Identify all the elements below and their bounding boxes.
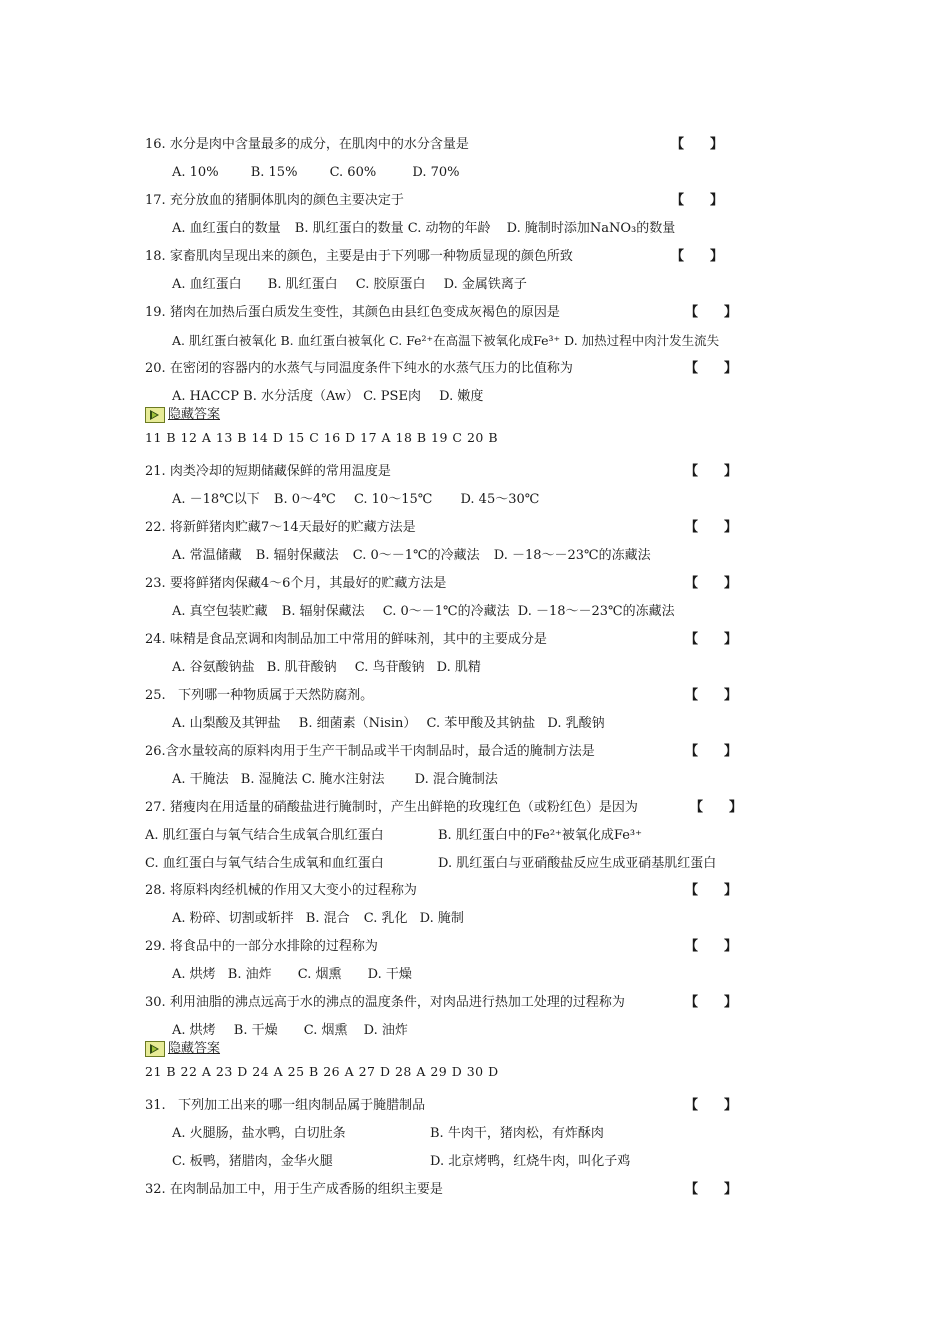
option-b: B. 肌红蛋白中的Fe²⁺被氧化成Fe³⁺ <box>438 828 642 843</box>
question-text: 下列加工出来的哪一组肉制品属于腌腊制品 <box>173 1098 426 1113</box>
option-c: C. 腌水注射法 <box>301 772 385 787</box>
options-22 <box>0 545 950 567</box>
options-18 <box>0 274 950 296</box>
question-text: 将食品中的一部分水排除的过程称为 <box>169 939 378 954</box>
option-a: A. 肌红蛋白被氧化 <box>172 333 277 348</box>
question-number: 16. <box>145 137 166 152</box>
option-b: B. 肌红蛋白的数量 <box>294 221 404 236</box>
option-b: B. 混合 <box>305 911 350 926</box>
question-28 <box>0 880 950 902</box>
answer-bracket: 【 】 <box>685 361 738 376</box>
answer-bracket: 【 】 <box>685 1098 738 1113</box>
answer-bracket: 【 】 <box>685 520 738 535</box>
option-d: D. 嫩度 <box>439 389 484 404</box>
question-31 <box>0 1095 950 1117</box>
option-a: A. 10% <box>172 165 219 180</box>
option-a: A. 烘烤 <box>172 967 216 982</box>
hide-answer-toggle[interactable] <box>145 406 220 424</box>
option-d: D. 混合腌制法 <box>414 772 498 787</box>
options-31-ab <box>0 1123 950 1145</box>
question-text: 将新鲜猪肉贮藏7～14天最好的贮藏方法是 <box>169 520 416 535</box>
question-number: 20. <box>145 361 166 376</box>
answer-bracket: 【 】 <box>685 576 738 591</box>
question-17 <box>0 190 950 212</box>
option-c: C. Fe²⁺在高温下被氧化成Fe³⁺ <box>389 333 561 348</box>
answer-bracket: 【 】 <box>690 800 743 815</box>
option-d: D. 70% <box>412 165 460 180</box>
answer-key-text: 21 B 22 A 23 D 24 A 25 B 26 A 27 D 28 A 29 D 30 D <box>145 1064 499 1079</box>
answer-bracket: 【 】 <box>685 688 738 703</box>
option-c: C. 0～－1℃的冷藏法 <box>382 604 510 619</box>
option-d: D. －18～－23℃的冻藏法 <box>493 548 651 563</box>
answer-bracket: 【 】 <box>685 883 738 898</box>
question-number: 22. <box>145 520 166 535</box>
question-21 <box>0 461 950 483</box>
option-c: C. 烟熏 <box>297 967 342 982</box>
option-d: D. 干燥 <box>367 967 412 982</box>
option-c: C. 烟熏 <box>303 1023 348 1038</box>
option-a: A. 常温储藏 <box>172 548 242 563</box>
options-17 <box>0 218 950 240</box>
option-a: A. 谷氨酸钠盐 <box>172 660 255 675</box>
question-text: 将原料肉经机械的作用又大变小的过程称为 <box>169 883 417 898</box>
option-a: A. 真空包装贮藏 <box>172 604 268 619</box>
option-a: A. 肌红蛋白与氧气结合生成氧合肌红蛋白 <box>145 828 384 843</box>
option-a: A. 火腿肠，盐水鸭，白切肚条 <box>172 1126 346 1141</box>
option-c: C. 60% <box>329 165 377 180</box>
option-b: B. 肌苷酸钠 <box>266 660 337 675</box>
options-26 <box>0 769 950 791</box>
question-number: 32. <box>145 1182 166 1197</box>
answer-bracket: 【 】 <box>671 193 724 208</box>
option-c: C. 乳化 <box>363 911 408 926</box>
hide-answer-link[interactable]: 隐藏答案 <box>168 407 221 422</box>
toggle-arrow-icon <box>145 407 165 423</box>
option-c: C. 苯甲酸及其钠盐 <box>426 716 536 731</box>
options-28 <box>0 908 950 930</box>
question-24 <box>0 629 950 651</box>
answer-bracket: 【 】 <box>685 464 738 479</box>
options-16 <box>0 162 950 184</box>
answer-key-1 <box>0 427 950 449</box>
options-24 <box>0 657 950 679</box>
answer-bracket: 【 】 <box>671 249 724 264</box>
option-c: C. PSE肉 <box>363 389 421 404</box>
question-30 <box>0 992 950 1014</box>
option-b: B. 牛肉干，猪肉松，有炸酥肉 <box>430 1126 604 1141</box>
option-c: C. 0～－1℃的冷藏法 <box>352 548 480 563</box>
option-c: C. 血红蛋白与氧气结合生成氧和血红蛋白 <box>145 856 384 871</box>
question-number: 19. <box>145 305 166 320</box>
toggle-arrow-icon <box>145 1041 165 1057</box>
option-a: A. 粉碎、切割或斩拌 <box>172 911 294 926</box>
options-23 <box>0 601 950 623</box>
question-number: 28. <box>145 883 166 898</box>
options-21 <box>0 489 950 511</box>
hide-answer-toggle[interactable] <box>145 1040 220 1058</box>
question-text: 肉类冷却的短期储藏保鲜的常用温度是 <box>169 464 391 479</box>
option-c: C. 10～15℃ <box>353 492 433 507</box>
option-a: A. 山梨酸及其钾盐 <box>172 716 281 731</box>
option-b: B. 干燥 <box>233 1023 278 1038</box>
option-d: D. 加热过程中肉汁发生流失 <box>564 333 720 348</box>
answer-bracket: 【 】 <box>685 744 738 759</box>
option-a: A. 血红蛋白 <box>172 277 242 292</box>
options-19 <box>0 330 950 352</box>
option-b: B. 油炸 <box>227 967 272 982</box>
option-b: B. 肌红蛋白 <box>267 277 338 292</box>
question-number: 24. <box>145 632 166 647</box>
options-29 <box>0 964 950 986</box>
option-c: C. 板鸭，猪腊肉，金华火腿 <box>172 1154 333 1169</box>
option-d: D. 腌制时添加NaNO₃的数量 <box>506 221 676 236</box>
option-c: C. 鸟苷酸钠 <box>354 660 425 675</box>
question-text: 含水量较高的原料肉用于生产干制品或半干肉制品时，最合适的腌制方法是 <box>165 744 595 759</box>
question-text: 家畜肌肉呈现出来的颜色，主要是由于下列哪一种物质显现的颜色所致 <box>169 249 573 264</box>
question-text: 在密闭的容器内的水蒸气与同温度条件下纯水的水蒸气压力的比值称为 <box>169 361 573 376</box>
option-d: D. 肌精 <box>436 660 481 675</box>
option-d: D. 油炸 <box>363 1023 408 1038</box>
answer-bracket: 【 】 <box>685 305 738 320</box>
option-b: B. 血红蛋白被氧化 <box>280 333 386 348</box>
options-27-cd <box>0 853 950 875</box>
option-c: C. 胶原蛋白 <box>355 277 426 292</box>
option-d: D. 金属铁离子 <box>443 277 527 292</box>
question-number: 23. <box>145 576 166 591</box>
question-20 <box>0 358 950 380</box>
question-text: 下列哪一种物质属于天然防腐剂。 <box>173 688 374 703</box>
answer-bracket: 【 】 <box>685 995 738 1010</box>
question-number: 29. <box>145 939 166 954</box>
question-number: 26. <box>145 744 166 759</box>
answer-bracket: 【 】 <box>685 939 738 954</box>
answer-bracket: 【 】 <box>685 632 738 647</box>
question-25 <box>0 685 950 707</box>
option-b: B. 水分活度（Aw） <box>243 389 359 404</box>
question-32 <box>0 1179 950 1201</box>
options-30 <box>0 1020 950 1042</box>
question-number: 30. <box>145 995 166 1010</box>
option-d: D. 45～30℃ <box>460 492 540 507</box>
answer-key-text: 11 B 12 A 13 B 14 D 15 C 16 D 17 A 18 B 19 C 20 B <box>145 430 499 445</box>
option-d: D. 乳酸钠 <box>547 716 605 731</box>
question-text: 味精是食品烹调和肉制品加工中常用的鲜味剂，其中的主要成分是 <box>169 632 547 647</box>
option-a: A. 烘烤 <box>172 1023 216 1038</box>
question-number: 21. <box>145 464 166 479</box>
question-16 <box>0 134 950 156</box>
option-a: A. HACCP <box>172 389 240 404</box>
option-a: A. 干腌法 <box>172 772 229 787</box>
options-20 <box>0 386 950 408</box>
question-text: 要将鲜猪肉保藏4～6个月，其最好的贮藏方法是 <box>169 576 447 591</box>
answer-bracket: 【 】 <box>671 137 724 152</box>
question-22 <box>0 517 950 539</box>
option-a: A. 血红蛋白的数量 <box>172 221 281 236</box>
option-c: C. 动物的年龄 <box>407 221 491 236</box>
question-18 <box>0 246 950 268</box>
question-27 <box>0 797 950 819</box>
question-text: 水分是肉中含量最多的成分，在肌肉中的水分含量是 <box>169 137 469 152</box>
question-text: 在肉制品加工中，用于生产成香肠的组织主要是 <box>169 1182 443 1197</box>
question-26 <box>0 741 950 763</box>
option-d: D. 腌制 <box>419 911 464 926</box>
question-number: 31. <box>145 1098 166 1113</box>
question-number: 25. <box>145 688 166 703</box>
question-text: 猪瘦肉在用适量的硝酸盐进行腌制时，产生出鲜艳的玫瑰红色（或粉红色）是因为 <box>169 800 638 815</box>
option-b: B. 0～4℃ <box>273 492 336 507</box>
answer-bracket: 【 】 <box>685 1182 738 1197</box>
option-b: B. 辐射保藏法 <box>255 548 339 563</box>
question-text: 利用油脂的沸点远高于水的沸点的温度条件，对肉品进行热加工处理的过程称为 <box>169 995 625 1010</box>
question-29 <box>0 936 950 958</box>
question-19 <box>0 302 950 324</box>
option-b: B. 15% <box>250 165 298 180</box>
option-d: D. 肌红蛋白与亚硝酸盐反应生成亚硝基肌红蛋白 <box>438 856 717 871</box>
option-d: D. 北京烤鸭，红烧牛肉，叫化子鸡 <box>430 1154 631 1169</box>
hide-answer-link[interactable]: 隐藏答案 <box>168 1041 221 1056</box>
option-b: B. 湿腌法 <box>240 772 298 787</box>
answer-key-2 <box>0 1061 950 1083</box>
option-b: B. 辐射保藏法 <box>281 604 365 619</box>
options-27-ab <box>0 825 950 847</box>
question-number: 17. <box>145 193 166 208</box>
question-text: 充分放血的猪胴体肌肉的颜色主要决定于 <box>169 193 404 208</box>
question-text: 猪肉在加热后蛋白质发生变性，其颜色由县红色变成灰褐色的原因是 <box>169 305 560 320</box>
option-d: D. －18～－23℃的冻藏法 <box>517 604 675 619</box>
option-b: B. 细菌素（Nisin） <box>298 716 417 731</box>
options-25 <box>0 713 950 735</box>
options-31-cd <box>0 1151 950 1173</box>
question-number: 18. <box>145 249 166 264</box>
question-23 <box>0 573 950 595</box>
option-a: A. －18℃以下 <box>172 492 260 507</box>
question-number: 27. <box>145 800 166 815</box>
